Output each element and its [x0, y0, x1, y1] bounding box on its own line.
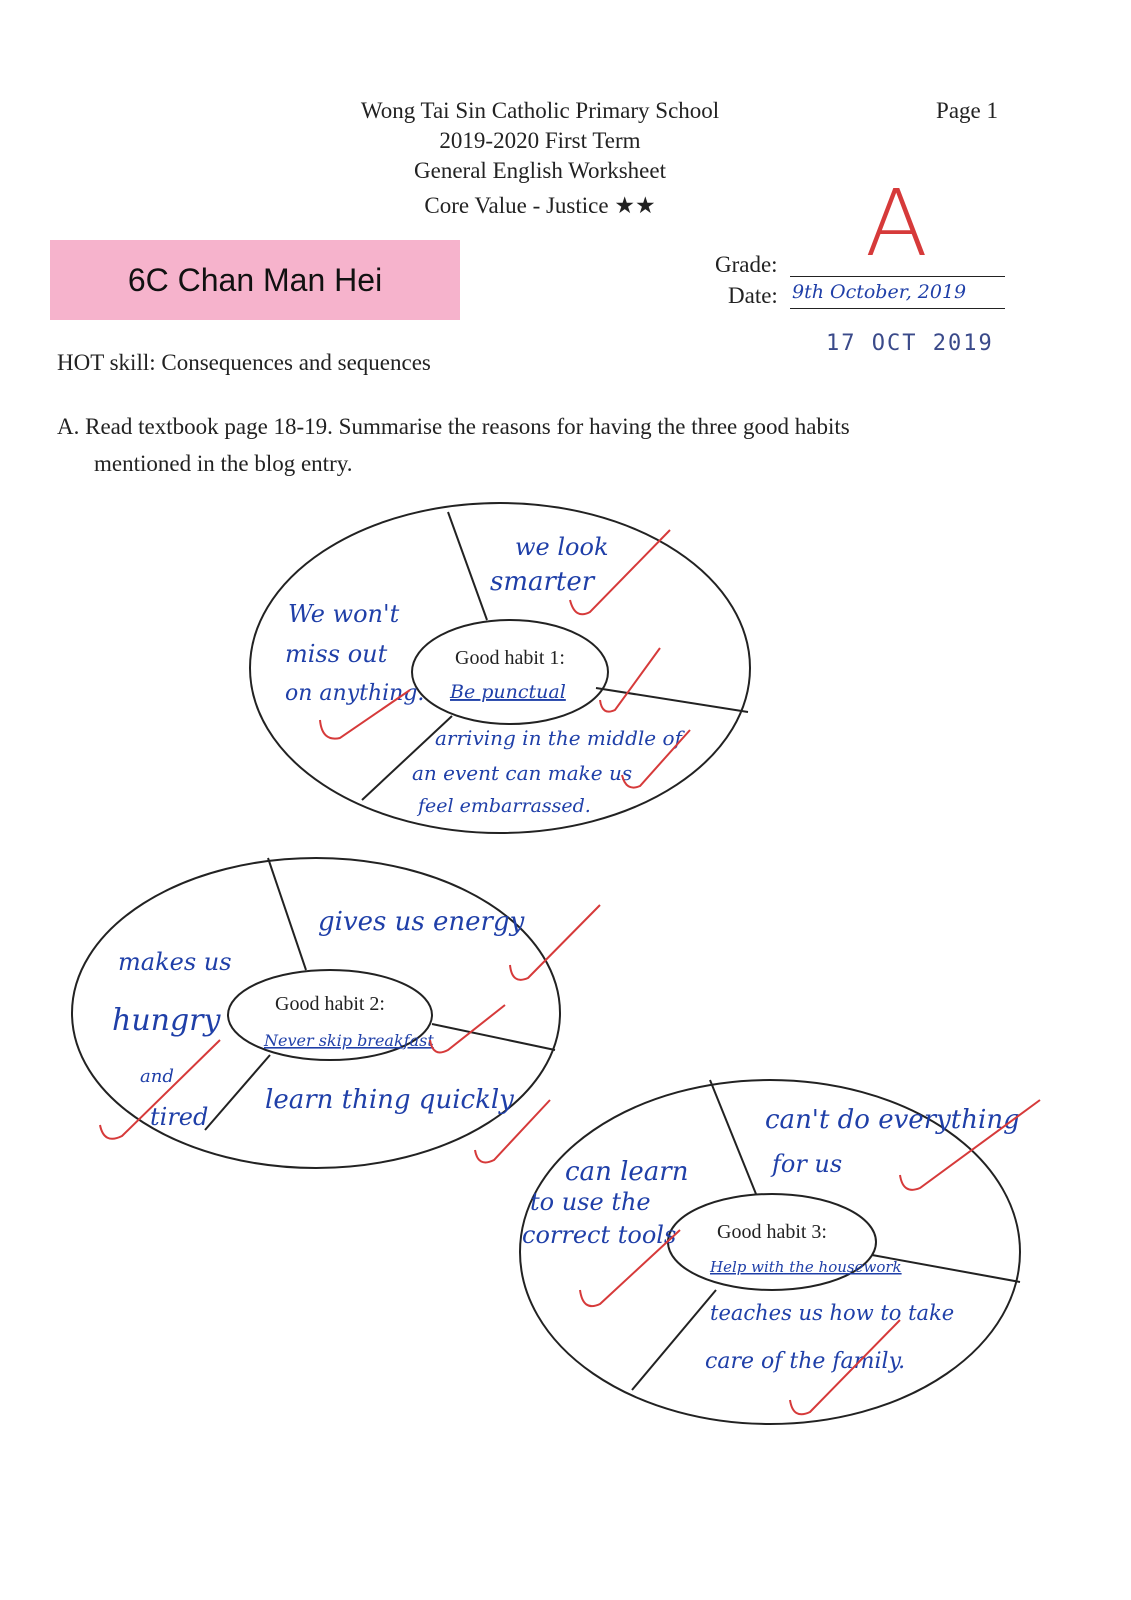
instruction-line-2: mentioned in the blog entry.: [94, 451, 353, 476]
term: 2019-2020 First Term: [439, 128, 641, 153]
habit-2-reason-1: gives us energy: [318, 907, 525, 937]
habit-2-reason-2-line-3: and: [140, 1066, 174, 1087]
habit-3-reason-2-line-3: correct tools: [522, 1221, 677, 1249]
tick-mark: [600, 648, 660, 712]
habit-3-name: Help with the housework: [710, 1258, 902, 1276]
habit-3-reason-1-line-2: for us: [772, 1150, 843, 1178]
habit-1-reason-3-line-3: feel embarrassed.: [418, 795, 591, 817]
grade-mark: A: [865, 170, 928, 277]
habit-2-reason-3: learn thing quickly: [265, 1085, 514, 1115]
habit-3-reason-2-line-1: can learn: [565, 1157, 689, 1187]
instruction-line-1: A. Read textbook page 18-19. Summarise the reasons for having the three good habits: [57, 414, 850, 439]
habit-2-reason-2-line-4: tired: [150, 1103, 209, 1131]
habit-1-reason-2-line-3: on anything.: [285, 681, 425, 706]
habit-1-reason-1-line-1: we look: [515, 533, 609, 561]
core-value: Core Value - Justice ★★: [424, 193, 656, 218]
grade-label: Grade:: [715, 252, 778, 277]
habit-2-name: Never skip breakfast: [264, 1031, 434, 1050]
habit-1-name: Be punctual: [450, 681, 566, 703]
worksheet-title: General English Worksheet: [414, 158, 666, 183]
school-name: Wong Tai Sin Catholic Primary School: [360, 98, 720, 123]
habit-1-reason-2-line-1: We won't: [288, 600, 400, 628]
habit-1-label: Good habit 1:: [455, 647, 565, 669]
date-value: 9th October, 2019: [792, 281, 967, 303]
date-label: Date:: [728, 283, 778, 308]
habit-1-reason-3-line-2: an event can make us: [412, 761, 633, 785]
habit-1-reason-3-line-1: arriving in the middle of: [435, 726, 682, 750]
habit-diagram-3: [520, 1080, 1040, 1424]
habit-2-reason-2-line-2: hungry: [112, 1003, 221, 1038]
habit-diagram-2: [72, 858, 600, 1168]
received-date-stamp: 17 OCT 2019: [826, 331, 994, 356]
habit-1-reason-2-line-2: miss out: [285, 640, 388, 668]
habit-3-reason-2-line-2: to use the: [530, 1188, 651, 1216]
habit-2-reason-2-line-1: makes us: [118, 948, 232, 976]
habit-3-label: Good habit 3:: [717, 1221, 827, 1243]
habit-2-label: Good habit 2:: [275, 993, 385, 1015]
hot-skill: HOT skill: Consequences and sequences: [57, 350, 431, 375]
tick-mark: [430, 1005, 505, 1052]
habit-3-reason-3-line-1: teaches us how to take: [710, 1301, 955, 1325]
page-number: Page 1: [936, 98, 998, 123]
habit-3-reason-1-line-1: can't do everything: [765, 1105, 1020, 1135]
habit-diagram-1: [250, 503, 750, 833]
student-name-tag: 6C Chan Man Hei: [50, 240, 460, 320]
habit-3-reason-3-line-2: care of the family.: [705, 1349, 906, 1374]
habit-1-reason-1-line-2: smarter: [490, 567, 595, 597]
